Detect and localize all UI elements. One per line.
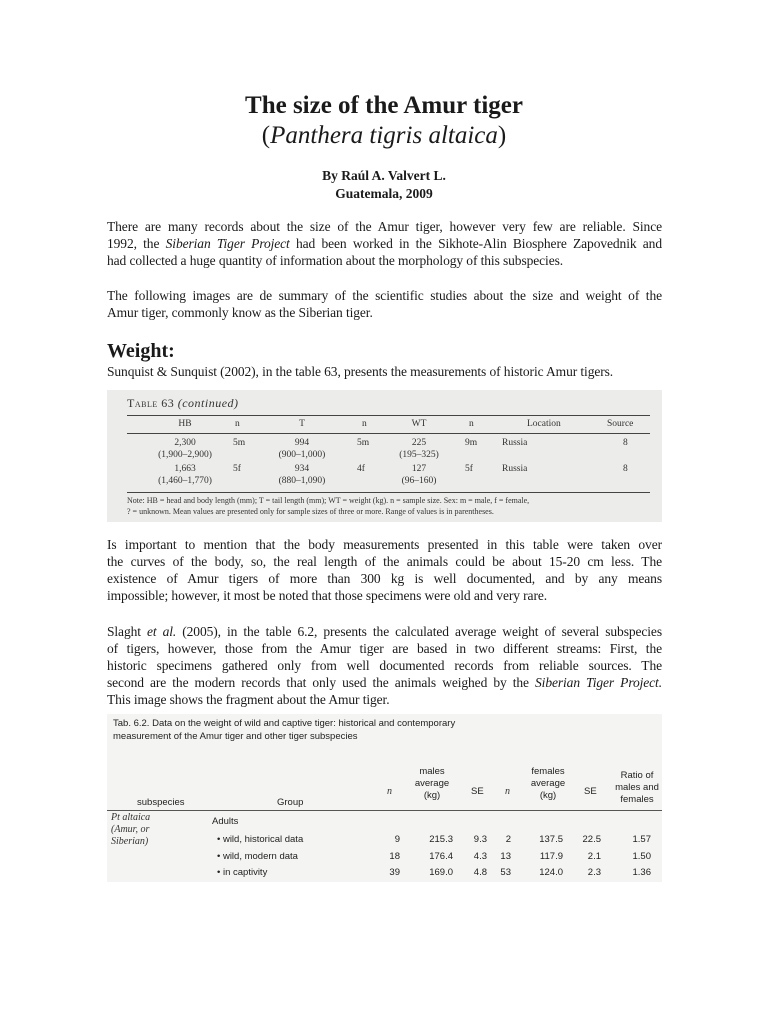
summary-paragraph: The following images are de summary of the scientific studies about the size and weight of the Amur tiger, commonly know as the Siberian tiger. <box>107 288 662 320</box>
cell-group: • in captivity <box>217 867 268 878</box>
col-hb: HB <box>178 419 192 429</box>
col-se: SE <box>471 786 484 797</box>
table-rule <box>127 415 650 416</box>
cell-wt-range: (96–160) <box>401 476 437 486</box>
cell-female-avg: 117.9 <box>539 851 563 862</box>
cell-n: 9m <box>465 438 478 448</box>
subspecies-name: Pt altaica <box>111 812 151 823</box>
page-title <box>0 91 768 121</box>
col-n: n <box>362 419 367 429</box>
group-adults: Adults <box>212 816 239 827</box>
cell-se: 4.3 <box>473 851 487 862</box>
cell-hb-range: (1,460–1,770) <box>158 476 212 486</box>
cell-n: 5f <box>233 464 241 474</box>
table-63-image: Table 63 (continued) HB n T n WT n Location Source 2,300 (1,900–2,900) 5m 994 (900–1,000) 5m 225 (195–325) 9m Russia 8 1,663 (1,460–1,770) 5f 934 (880–1,090) 4f 127 (96–160) 5f Russia 8 Note: HB = head and body length (mm); T = tail length (mm); WT = weight (kg). n = sample size. Sex: m = male, f = female, ? = unknown. Mean values are presented only for sample sizes of three or more. Range of values is in parentheses. <box>107 390 662 522</box>
title-line1: The size of the Amur tiger <box>245 92 523 119</box>
col-n: n <box>387 786 392 797</box>
species-name: Panthera tigris altaica <box>270 122 498 149</box>
cell-n: 2 <box>505 834 511 845</box>
cell-ratio: 1.36 <box>632 867 651 878</box>
cell-male-avg: 215.3 <box>429 834 453 845</box>
col-subspecies: subspecies <box>137 797 185 808</box>
table-6-2-caption: measurement of the Amur tiger and other tiger subspecies <box>113 731 358 742</box>
table-note: ? = unknown. Mean values are presented only for sample sizes of three or more. Range of values is in parentheses. <box>127 507 494 516</box>
cell-male-avg: 169.0 <box>429 867 453 878</box>
cell-hb-range: (1,900–2,900) <box>158 450 212 460</box>
col-males: males <box>419 766 445 777</box>
cell-ratio: 1.57 <box>632 834 651 845</box>
col-t: T <box>299 419 305 429</box>
cell-wt-range: (195–325) <box>399 450 439 460</box>
sunquist-paragraph: Sunquist & Sunquist (2002), in the table 63, presents the measurements of historic Amur tigers. <box>107 364 614 379</box>
intro-paragraph: There are many records about the size of the Amur tiger, however very few are reliable. Since 1992, the Siberian Tiger Project had been worked in the Sikhote-Alin Biosphere Zapovednik and had collected a huge quantity of information about the morphology of this subspecies. <box>107 219 662 268</box>
cell-male-avg: 176.4 <box>429 851 453 862</box>
col-group: Group <box>277 797 304 808</box>
table-note: Note: HB = head and body length (mm); T = tail length (mm); WT = weight (kg). n = sample size. Sex: m = male, f = female, <box>127 496 530 505</box>
cell-se: 2.3 <box>587 867 601 878</box>
cell-se: 2.1 <box>587 851 601 862</box>
cell-location: Russia <box>502 438 528 448</box>
cell-female-avg: 124.0 <box>539 867 563 878</box>
place-date: Guatemala, 2009 <box>335 186 433 201</box>
cell-source: 8 <box>623 464 628 474</box>
cell-n: 39 <box>389 867 400 878</box>
col-source: Source <box>607 419 634 429</box>
page-subtitle: (Panthera tigris altaica) <box>261 122 507 149</box>
cell-wt: 225 <box>411 438 427 448</box>
col-wt: WT <box>411 419 427 429</box>
cell-female-avg: 137.5 <box>539 834 563 845</box>
col-n: n <box>235 419 240 429</box>
cell-n: 9 <box>394 834 400 845</box>
cell-n: 13 <box>500 851 511 862</box>
cell-n: 4f <box>357 464 365 474</box>
col-n: n <box>469 419 474 429</box>
col-females: females <box>531 766 565 777</box>
cell-n: 53 <box>500 867 511 878</box>
cell-location: Russia <box>502 464 528 474</box>
cell-hb: 1,663 <box>174 464 196 474</box>
col-location: Location <box>527 419 561 429</box>
cell-se: 22.5 <box>582 834 601 845</box>
table-6-2-image: Tab. 6.2. Data on the weight of wild and captive tiger: historical and contemporary measurement of the Amur tiger and other tiger subspecies subspecies Group n males average (kg) SE n females average (kg) SE Ratio of males and females Pt altaica (Amur, or Siberian) Adults • wild, historical data 9 215.3 9.3 2 137.5 22.5 1.57 • wild, modern data 18 176.4 4.3 13 117.9 2.1 1.50 • in captivity 39 169.0 4.8 53 124.0 2.3 1.36 <box>107 714 662 882</box>
cell-se: 9.3 <box>473 834 487 845</box>
cell-group: • wild, modern data <box>217 851 298 862</box>
table-6-2-caption: Tab. 6.2. Data on the weight of wild and captive tiger: historical and contemporary <box>113 718 456 729</box>
cell-se: 4.8 <box>473 867 487 878</box>
slaght-paragraph: Slaght et al. (2005), in the table 6.2, presents the calculated average weight of several subspecies of tigers, however, those from the Amur tiger are based in two different streams: First, the historic specimens gathered only from well documented records from reliable sources. The second are the modern records that only used the animals weighed by the Siberian Tiger Project. This image shows the fragment about the Amur tiger. <box>107 624 662 707</box>
measurement-note-paragraph: Is important to mention that the body measurements presented in this table were taken over the curves of the body, so, the real length of the animals could be about 15-20 cm less. The existence of Amur tigers of more than 300 kg is well documented, and by any means impossible; however, it most be noted that those specimens were old and very rare. <box>107 537 662 603</box>
cell-n: 18 <box>389 851 400 862</box>
col-n: n <box>505 786 510 797</box>
cell-t: 994 <box>294 438 310 448</box>
col-ratio: Ratio of <box>620 770 654 781</box>
table-63-caption: Table 63 <box>127 396 175 410</box>
col-se: SE <box>584 786 597 797</box>
cell-group: • wild, historical data <box>217 834 304 845</box>
cell-source: 8 <box>623 438 628 448</box>
cell-t: 934 <box>294 464 310 474</box>
section-heading-weight: Weight: <box>107 340 175 362</box>
cell-ratio: 1.50 <box>632 851 651 862</box>
cell-wt: 127 <box>411 464 427 474</box>
author-byline: By Raúl A. Valvert L. <box>322 168 446 183</box>
cell-t-range: (880–1,090) <box>278 476 326 486</box>
cell-n: 5f <box>465 464 473 474</box>
cell-t-range: (900–1,000) <box>278 450 326 460</box>
cell-n: 5m <box>233 438 246 448</box>
cell-hb: 2,300 <box>174 438 196 448</box>
cell-n: 5m <box>357 438 370 448</box>
